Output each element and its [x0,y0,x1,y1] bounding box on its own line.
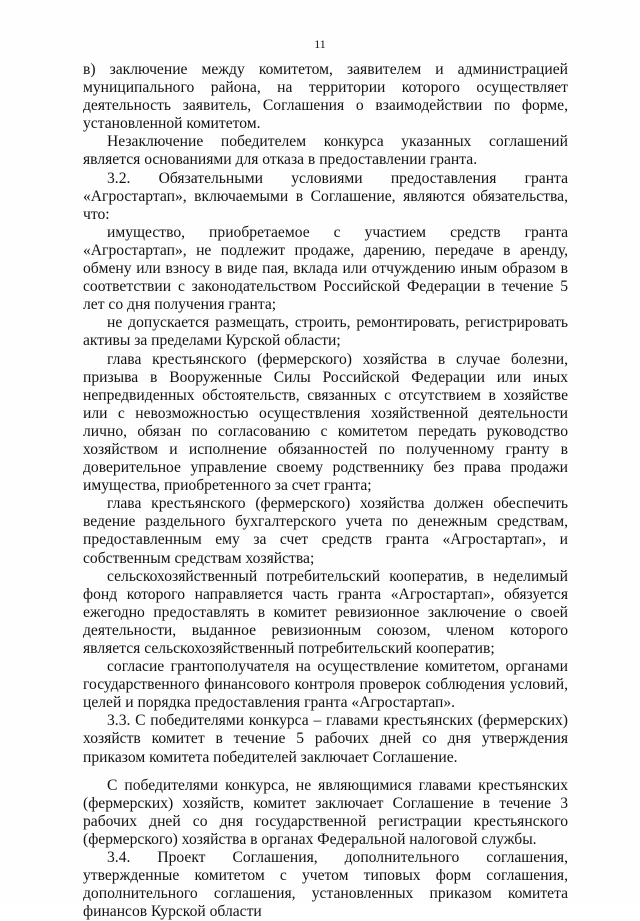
document-body [83,61,568,921]
paragraph-separate-accounting: глава крестьянского (фермерского) хозяйства должен обеспечить ведение раздельного бухгалтерского учета по денежным средствам, предоставленным ему за счет средств гранта «Агростартап», и собственным средствам хозяйства; [83,495,568,567]
paragraph-trust-management: глава крестьянского (фермерского) хозяйства в случае болезни, призыва в Вооруженные Силы Российской Федерации или иных непредвиденных обстоятельств, связанных с отсутствием в хозяйстве или с невозможностью осуществления хозяйственной деятельности лично, обязан по согласованию с комитетом передать руководство хозяйством и исполнение обязанностей по полученному гранту в доверительное управление своему родственнику без права продажи имущества, приобретенного за счет гранта; [83,350,568,495]
paragraph-cooperative-audit: сельскохозяйственный потребительский кооператив, в неделимый фонд которого направляется часть гранта «Агростартап», обязуется ежегодно предоставлять в комитет ревизионное заключение о своей деятельности, выданное ревизионным союзом, членом которого является сельскохозяйственный потребительский кооператив; [83,567,568,657]
paragraph-non-head-winners: С победителями конкурса, не являющимися главами крестьянских (фермерских) хозяйств, комитет заключает Соглашение в течение 3 рабочих дней со дня государственной регистрации крестьянского (фермерского) хозяйства в органах Федеральной налоговой службы. [83,776,568,848]
paragraph-refusal-grounds: Незаключение победителем конкурса указанных соглашений является основаниями для отказа в предоставлении гранта. [83,133,568,169]
paragraph-control-consent: согласие грантополучателя на осуществление комитетом, органами государственного финансового контроля проверок соблюдения условий, целей и порядка предоставления гранта «Агростартап». [83,658,568,712]
paragraph-assets-location: не допускается размещать, строить, ремонтировать, регистрировать активы за пределами Курской области; [83,314,568,350]
paragraph-section-3-2: 3.2. Обязательными условиями предоставления гранта «Агростартап», включаемыми в Соглашение, являются обязательства, что: [83,169,568,223]
paragraph-agreement-clause-v: в) заключение между комитетом, заявителем и администрацией муниципального района, на территории которого осуществляет деятельность заявитель, Соглашения о взаимодействии по форме, установленной комитетом. [83,61,568,133]
paragraph-section-3-3: 3.3. С победителями конкурса – главами крестьянских (фермерских) хозяйств комитет в течение 5 рабочих дней со дня утверждения приказом комитета победителей заключает Соглашение. [83,712,568,766]
paragraph-property-restriction: имущество, приобретаемое с участием средств гранта «Агростартап», не подлежит продаже, дарению, передаче в аренду, обмену или взносу в виде пая, вклада или отчуждению иным образом в соответствии с законодательством Российской Федерации в течение 5 лет со дня получения гранта; [83,223,568,314]
paragraph-section-3-4: 3.4. Проект Соглашения, дополнительного соглашения, утвержденные комитетом с учетом типовых форм соглашения, дополнительного соглашения, установленных приказом комитета финансов Курской области [83,849,568,921]
page-number: 11 [314,37,326,51]
